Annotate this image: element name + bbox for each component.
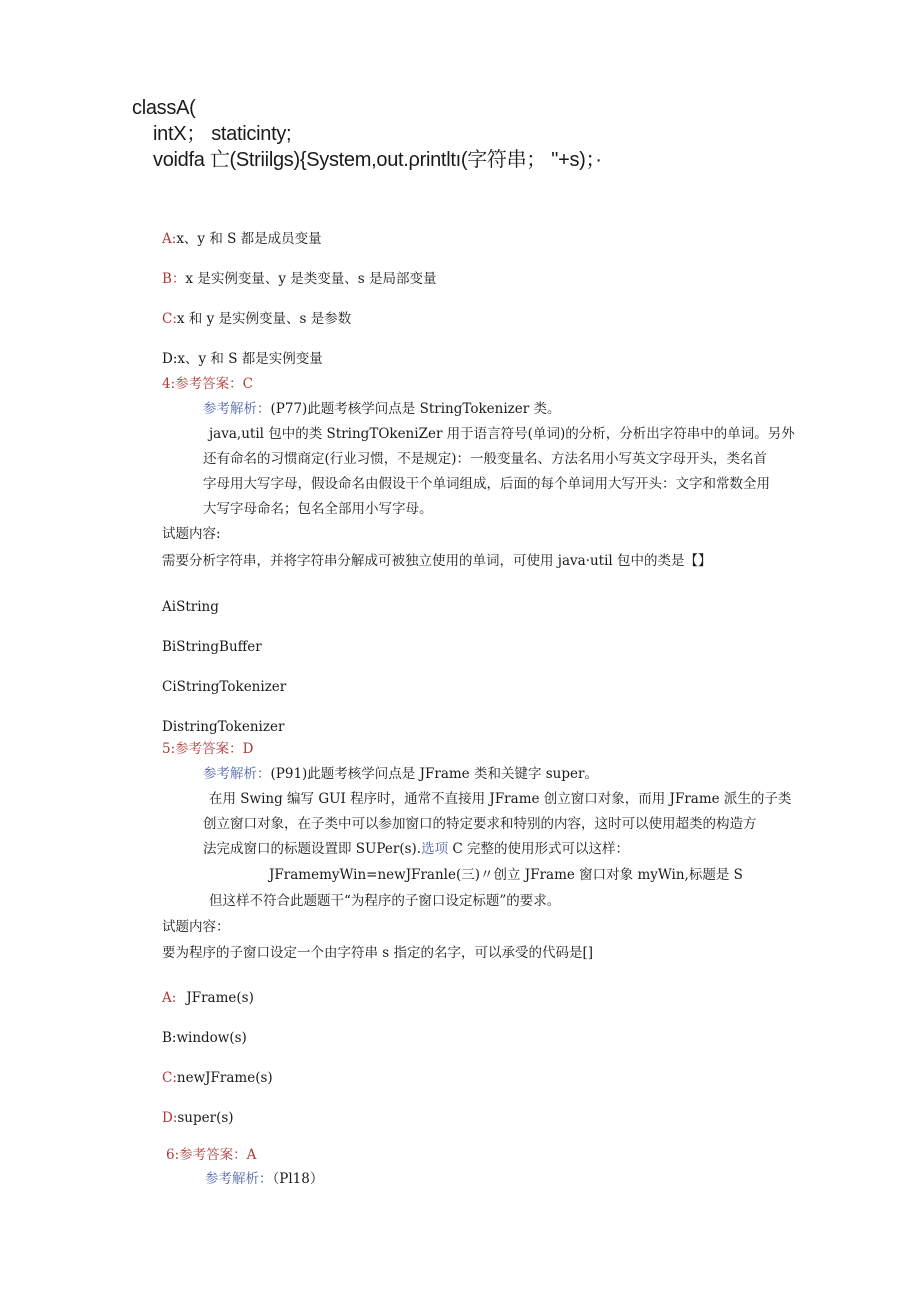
answer-4-analysis (203, 400, 560, 418)
answer-5-paragraph-3c: C 完整的使用形式可以这样： (448, 841, 630, 857)
answer-5-paragraph-2: 创立窗口对象，在子类中可以参加窗口的特定要求和特别的内容，这时可以使用超类的构造方 (203, 816, 757, 832)
answer-4-analysis-text: (P77)此题考核学问点是 StringTokenizer 类。 (270, 401, 561, 417)
answer-4-paragraph-3: 字母用大写字母，假设命名由假设干个单词组成，后面的每个单词用大写开头：文字和常数全用 (203, 476, 770, 492)
answer-4-paragraph-4: 大写字母命名；包名全部用小写字母。 (203, 501, 433, 517)
answer-4-label: 4:参考答案：C (162, 376, 253, 392)
q5-option-d-text: super(s) (177, 1110, 234, 1126)
code-line-1: classA( (132, 97, 196, 119)
q5-option-b: B:window(s) (162, 1030, 247, 1046)
q3-option-a-prefix: A: (162, 231, 177, 247)
q5-option-d (162, 1109, 234, 1127)
q5-option-c-prefix: C: (162, 1070, 177, 1086)
answer-5-analysis-label: 参考解析： (203, 766, 271, 782)
q3-option-c-text: x 和 y 是实例变量、s 是参数 (176, 311, 352, 327)
q5-option-a-text: JFrame(s) (186, 990, 254, 1006)
q5-option-c-text: newJFrame(s) (176, 1070, 273, 1086)
answer-6-label: 6:参考答案：A (166, 1147, 257, 1163)
q4-option-c: CiStringTokenizer (162, 679, 287, 695)
code-line-2: intX； staticinty; (153, 123, 292, 145)
q4-label: 试题内容: (162, 526, 221, 542)
q3-option-a (162, 230, 322, 248)
answer-5-paragraph-3b: 选项 (421, 841, 449, 857)
q5-option-a-prefix: A: (162, 990, 177, 1006)
answer-5-paragraph-3a: 法完成窗口的标题设置即 SUPer(s). (203, 841, 422, 857)
q3-option-a-text: x、y 和 S 都是成员变量 (176, 231, 322, 247)
q5-question: 要为程序的子窗口设定一个由字符串 s 指定的名字，可以承受的代码是[] (162, 945, 594, 961)
q5-option-a (162, 989, 254, 1007)
q5-label: 试题内容： (162, 919, 230, 935)
answer-5-paragraph-1: 在用 Swing 编写 GUI 程序时，通常不直接用 JFrame 创立窗口对象，而用 JFrame 派生的子类 (209, 791, 792, 807)
answer-4-analysis-label: 参考解析： (203, 401, 271, 417)
q3-option-b (162, 270, 436, 288)
answer-4-paragraph-2: 还有命名的习惯商定(行业习惯，不是规定)：一般变量名、方法名用小写英文字母开头，类名首 (203, 451, 768, 467)
q3-option-c (162, 310, 351, 328)
answer-6-analysis-text: （Pl18） (272, 1171, 324, 1187)
q3-option-c-prefix: C: (162, 311, 177, 327)
answer-6-analysis-label: 参考解析： (205, 1171, 273, 1187)
answer-5-code: JFramemyWin=newJFranle(三)〃创立 JFrame 窗口对象 myWin,标题是 S (269, 867, 743, 883)
q4-option-d: DistringTokenizer (162, 719, 285, 735)
q4-question: 需要分析字符串，并将字符串分解成可被独立使用的单词，可使用 java·util 包中的类是【】 (162, 553, 712, 569)
answer-6-analysis (205, 1170, 323, 1188)
q3-option-b-prefix: B： (162, 271, 186, 287)
code-line-3: voidfa 亡(Striilgs){System,out.ρrintltı(字符串； "+s)；· (153, 149, 602, 171)
answer-4-paragraph-1: java,util 包中的类 StringTOkeniZer 用于语言符号(单词)的分析，分析出字符串中的单词。另外 (209, 426, 795, 442)
answer-5-analysis (203, 765, 598, 783)
q3-option-d: D:x、y 和 S 都是实例变量 (162, 351, 323, 367)
answer-5-paragraph-4: 但这样不符合此题题干“为程序的子窗口设定标题”的要求。 (209, 893, 561, 909)
q5-option-d-prefix: D: (162, 1110, 178, 1126)
answer-5-label: 5:参考答案：D (162, 741, 254, 757)
answer-5-paragraph-3 (203, 840, 629, 858)
q5-option-c (162, 1069, 273, 1087)
q4-option-b: BiStringBuffer (162, 639, 262, 655)
answer-5-analysis-text: (P91)此题考核学问点是 JFrame 类和关键字 super。 (270, 766, 598, 782)
q3-option-b-text: x 是实例变量、y 是类变量、s 是局部变量 (185, 271, 437, 287)
q4-option-a: AiString (162, 599, 219, 615)
